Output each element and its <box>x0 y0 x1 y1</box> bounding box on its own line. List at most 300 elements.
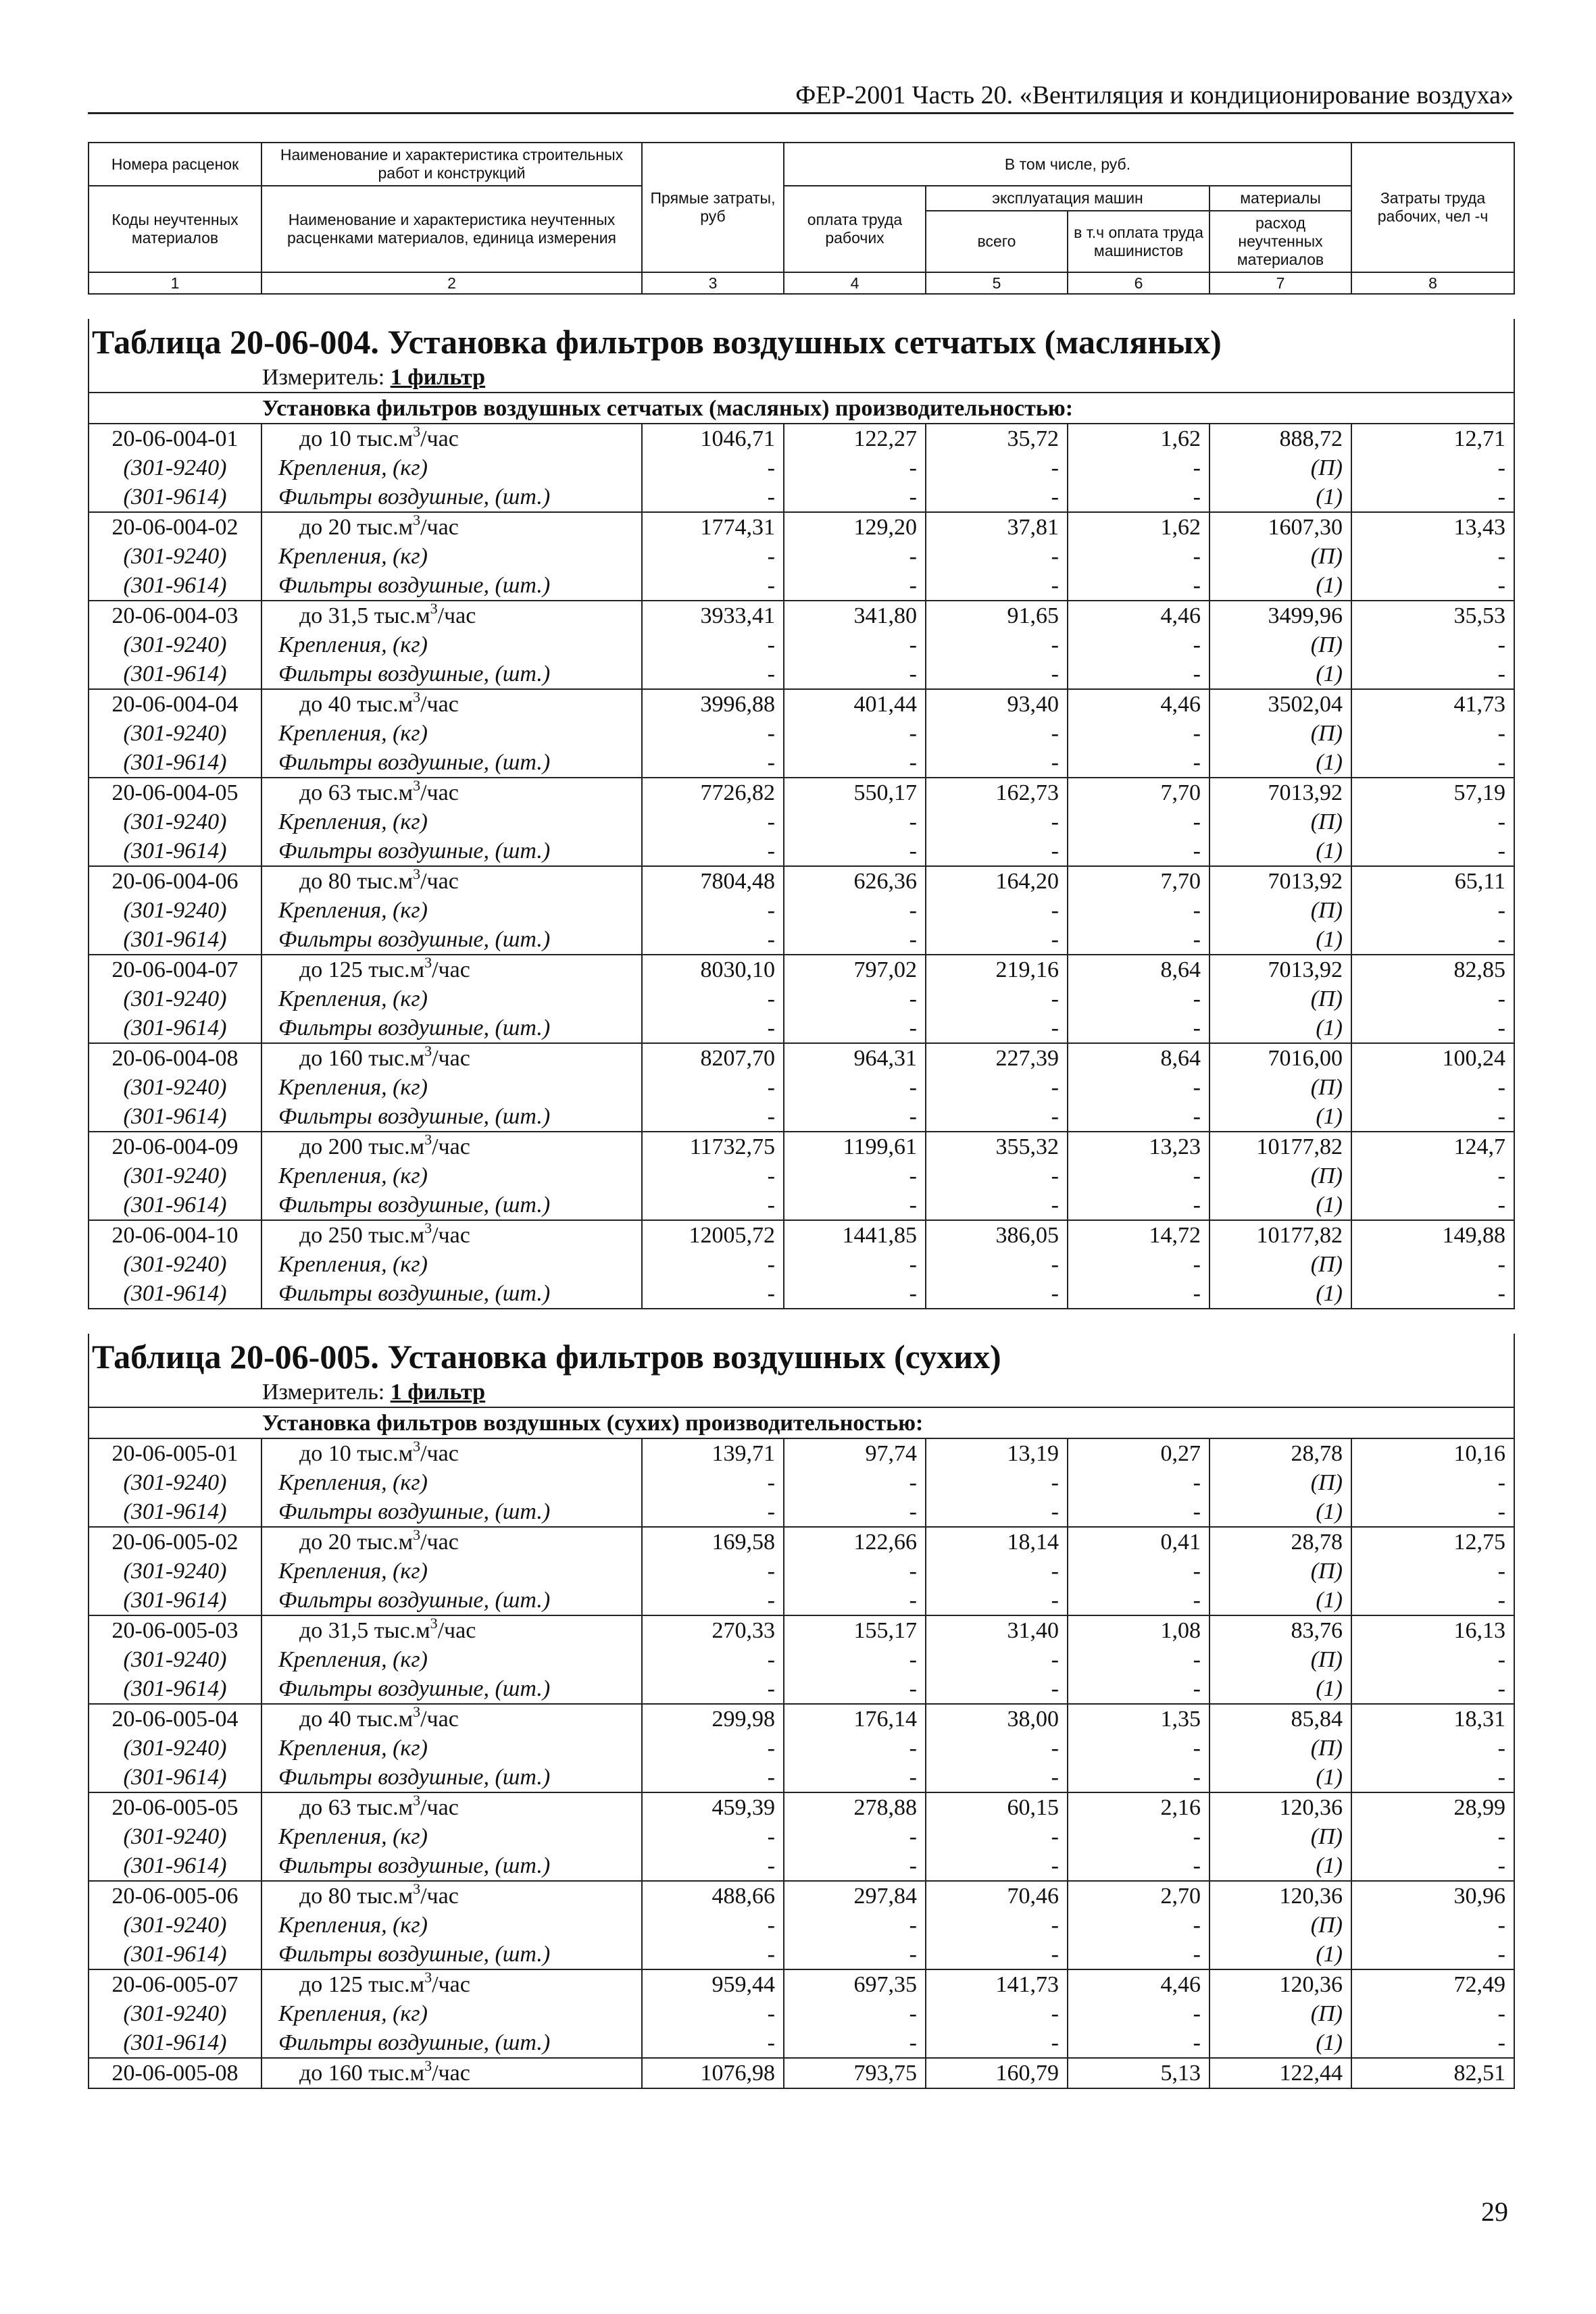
work-name-text: до 200 тыс.м <box>299 1134 425 1159</box>
material-mark: (1) <box>1210 836 1351 866</box>
machines-total: 60,15 <box>926 1792 1068 1822</box>
material-row <box>89 719 1514 748</box>
header-row-2 <box>89 186 1514 211</box>
material-code: (301-9614) <box>89 925 261 955</box>
empty-value: - <box>642 571 784 601</box>
empty-value: - <box>1068 1250 1210 1279</box>
empty-value: - <box>926 1557 1068 1586</box>
price-code: 20-06-004-03 <box>89 601 261 630</box>
empty-value: - <box>1351 1190 1514 1220</box>
material-mark: (1) <box>1210 2028 1351 2058</box>
empty-value: - <box>1068 925 1210 955</box>
labor-hours: 30,96 <box>1351 1881 1514 1911</box>
empty-value: - <box>1351 659 1514 689</box>
material-mark: (П) <box>1210 1999 1351 2028</box>
material-mark: (П) <box>1210 453 1351 482</box>
direct-costs: 488,66 <box>642 1881 784 1911</box>
work-name <box>261 955 642 984</box>
empty-value: - <box>642 1161 784 1190</box>
empty-value: - <box>926 542 1068 571</box>
material-code: (301-9240) <box>89 896 261 925</box>
empty-value: - <box>1351 2028 1514 2058</box>
material-mark: (П) <box>1210 1250 1351 1279</box>
table-row <box>89 866 1514 896</box>
material-name: Крепления, (кг) <box>261 1250 642 1279</box>
column-number-row <box>89 272 1514 294</box>
material-code: (301-9240) <box>89 630 261 659</box>
machines-total: 355,32 <box>926 1132 1068 1161</box>
work-unit: /час <box>437 603 476 628</box>
empty-value: - <box>1068 1822 1210 1851</box>
price-code: 20-06-004-06 <box>89 866 261 896</box>
empty-value: - <box>926 571 1068 601</box>
machines-total: 160,79 <box>926 2058 1068 2088</box>
section-subtitle: Установка фильтров воздушных (сухих) производительностью: <box>89 1407 1514 1438</box>
operators-pay: 13,23 <box>1068 1132 1210 1161</box>
table-row <box>89 1132 1514 1161</box>
material-mark: (П) <box>1210 1557 1351 1586</box>
materials-cost: 888,72 <box>1210 424 1351 453</box>
labor-hours: 124,7 <box>1351 1132 1514 1161</box>
machines-total: 18,14 <box>926 1527 1068 1557</box>
empty-value: - <box>642 1190 784 1220</box>
superscript: 3 <box>413 778 421 794</box>
labor-pay: 97,74 <box>784 1438 926 1468</box>
material-row <box>89 925 1514 955</box>
material-mark: (П) <box>1210 1734 1351 1763</box>
empty-value: - <box>926 630 1068 659</box>
superscript: 3 <box>413 512 421 528</box>
material-code: (301-9614) <box>89 1586 261 1615</box>
operators-pay: 7,70 <box>1068 778 1210 807</box>
materials-cost: 7013,92 <box>1210 866 1351 896</box>
empty-value: - <box>926 1250 1068 1279</box>
empty-value: - <box>784 1073 926 1102</box>
material-mark: (1) <box>1210 925 1351 955</box>
empty-value: - <box>1351 1586 1514 1615</box>
direct-costs: 1076,98 <box>642 2058 784 2088</box>
empty-value: - <box>926 1161 1068 1190</box>
material-mark: (1) <box>1210 571 1351 601</box>
labor-pay: 964,31 <box>784 1043 926 1073</box>
empty-value: - <box>784 1586 926 1615</box>
header-direct-costs: Прямые затраты, руб <box>642 143 784 272</box>
materials-cost: 3499,96 <box>1210 601 1351 630</box>
table-row <box>89 1792 1514 1822</box>
material-code: (301-9614) <box>89 748 261 778</box>
material-code: (301-9240) <box>89 1911 261 1940</box>
table-caption: Таблица 20-06-005. Установка фильтров воздушных (сухих) <box>89 1334 1514 1377</box>
material-row <box>89 1734 1514 1763</box>
material-mark: (1) <box>1210 1013 1351 1043</box>
work-name <box>261 1881 642 1911</box>
work-name-text: до 31,5 тыс.м <box>299 603 430 628</box>
empty-value: - <box>1351 1940 1514 1969</box>
material-name: Фильтры воздушные, (шт.) <box>261 1763 642 1792</box>
price-code: 20-06-005-01 <box>89 1438 261 1468</box>
material-name: Фильтры воздушные, (шт.) <box>261 482 642 512</box>
material-code: (301-9240) <box>89 1250 261 1279</box>
material-code: (301-9614) <box>89 1190 261 1220</box>
column-number: 7 <box>1210 272 1351 294</box>
work-name <box>261 1132 642 1161</box>
empty-value: - <box>1068 836 1210 866</box>
empty-value: - <box>642 1586 784 1615</box>
table-row <box>89 1881 1514 1911</box>
empty-value: - <box>1351 482 1514 512</box>
empty-value: - <box>1068 748 1210 778</box>
empty-value: - <box>1068 719 1210 748</box>
empty-value: - <box>926 1586 1068 1615</box>
empty-value: - <box>642 2028 784 2058</box>
empty-value: - <box>784 1497 926 1527</box>
operators-pay: 1,62 <box>1068 424 1210 453</box>
material-name: Крепления, (кг) <box>261 719 642 748</box>
empty-value: - <box>784 571 926 601</box>
empty-value: - <box>926 1911 1068 1940</box>
work-unit: /час <box>420 426 459 451</box>
empty-value: - <box>926 1013 1068 1043</box>
table-caption-row <box>89 1334 1514 1377</box>
price-code: 20-06-005-02 <box>89 1527 261 1557</box>
material-code: (301-9614) <box>89 1497 261 1527</box>
material-code: (301-9240) <box>89 1645 261 1674</box>
labor-pay: 797,02 <box>784 955 926 984</box>
empty-value: - <box>1351 1763 1514 1792</box>
labor-pay: 122,27 <box>784 424 926 453</box>
labor-hours: 18,31 <box>1351 1704 1514 1734</box>
material-code: (301-9240) <box>89 453 261 482</box>
labor-hours: 82,51 <box>1351 2058 1514 2088</box>
column-number: 1 <box>89 272 261 294</box>
material-mark: (1) <box>1210 1279 1351 1309</box>
labor-pay: 297,84 <box>784 1881 926 1911</box>
labor-pay: 155,17 <box>784 1615 926 1645</box>
work-unit: /час <box>432 1134 470 1159</box>
header-materials-consumption: расход неучтенных материалов <box>1210 211 1351 272</box>
empty-value: - <box>642 1557 784 1586</box>
table-row <box>89 601 1514 630</box>
material-name: Крепления, (кг) <box>261 1645 642 1674</box>
empty-value: - <box>642 659 784 689</box>
empty-value: - <box>1351 542 1514 571</box>
work-unit: /час <box>420 1441 459 1466</box>
superscript: 3 <box>413 424 421 440</box>
material-row <box>89 984 1514 1013</box>
material-row <box>89 1102 1514 1132</box>
empty-value: - <box>642 719 784 748</box>
work-name <box>261 1969 642 1999</box>
empty-value: - <box>926 1073 1068 1102</box>
labor-hours: 82,85 <box>1351 955 1514 984</box>
material-code: (301-9614) <box>89 659 261 689</box>
empty-value: - <box>784 1999 926 2028</box>
material-name: Крепления, (кг) <box>261 1073 642 1102</box>
empty-value: - <box>1351 1013 1514 1043</box>
empty-value: - <box>784 1190 926 1220</box>
empty-value: - <box>1351 925 1514 955</box>
material-mark: (П) <box>1210 1161 1351 1190</box>
material-name: Крепления, (кг) <box>261 1468 642 1497</box>
work-name-text: до 31,5 тыс.м <box>299 1618 430 1643</box>
empty-value: - <box>784 1645 926 1674</box>
superscript: 3 <box>424 955 432 971</box>
material-name: Крепления, (кг) <box>261 896 642 925</box>
empty-value: - <box>926 748 1068 778</box>
header-materials: материалы <box>1210 186 1351 211</box>
labor-pay: 1441,85 <box>784 1220 926 1250</box>
labor-pay: 550,17 <box>784 778 926 807</box>
material-name: Фильтры воздушные, (шт.) <box>261 1940 642 1969</box>
work-unit: /час <box>437 1618 476 1643</box>
empty-value: - <box>784 482 926 512</box>
price-code: 20-06-005-03 <box>89 1615 261 1645</box>
price-code: 20-06-004-01 <box>89 424 261 453</box>
work-name-text: до 40 тыс.м <box>299 1707 414 1732</box>
empty-value: - <box>926 659 1068 689</box>
empty-value: - <box>642 1851 784 1881</box>
empty-value: - <box>642 453 784 482</box>
labor-pay: 401,44 <box>784 689 926 719</box>
empty-value: - <box>1068 1279 1210 1309</box>
table-row <box>89 2058 1514 2088</box>
empty-value: - <box>1351 719 1514 748</box>
empty-value: - <box>784 542 926 571</box>
empty-value: - <box>1351 1073 1514 1102</box>
material-row <box>89 1013 1514 1043</box>
empty-value: - <box>784 1911 926 1940</box>
material-code: (301-9240) <box>89 542 261 571</box>
column-number: 5 <box>926 272 1068 294</box>
empty-value: - <box>784 659 926 689</box>
empty-value: - <box>1068 1734 1210 1763</box>
empty-value: - <box>1068 1102 1210 1132</box>
meter-label: Измеритель: <box>262 1380 391 1405</box>
material-row <box>89 1250 1514 1279</box>
work-unit: /час <box>420 869 459 894</box>
labor-hours: 100,24 <box>1351 1043 1514 1073</box>
empty-value: - <box>926 1851 1068 1881</box>
superscript: 3 <box>424 2058 432 2074</box>
table-row <box>89 955 1514 984</box>
empty-value: - <box>642 836 784 866</box>
empty-value: - <box>1068 571 1210 601</box>
empty-value: - <box>642 807 784 836</box>
meter-value: 1 фильтр <box>390 1380 486 1405</box>
empty-value: - <box>926 896 1068 925</box>
empty-value: - <box>1351 453 1514 482</box>
material-row <box>89 542 1514 571</box>
materials-cost: 83,76 <box>1210 1615 1351 1645</box>
empty-value: - <box>784 748 926 778</box>
superscript: 3 <box>413 1527 421 1543</box>
work-name <box>261 1792 642 1822</box>
work-name <box>261 1704 642 1734</box>
labor-pay: 1199,61 <box>784 1132 926 1161</box>
empty-value: - <box>642 482 784 512</box>
material-mark: (1) <box>1210 1851 1351 1881</box>
header-row-1 <box>89 143 1514 186</box>
direct-costs: 7726,82 <box>642 778 784 807</box>
material-code: (301-9240) <box>89 1822 261 1851</box>
empty-value: - <box>1068 1468 1210 1497</box>
materials-cost: 120,36 <box>1210 1792 1351 1822</box>
material-name: Крепления, (кг) <box>261 1161 642 1190</box>
material-name: Фильтры воздушные, (шт.) <box>261 925 642 955</box>
section-subtitle-row <box>89 393 1514 424</box>
empty-value: - <box>1351 748 1514 778</box>
direct-costs: 3933,41 <box>642 601 784 630</box>
material-name: Фильтры воздушные, (шт.) <box>261 1013 642 1043</box>
empty-value: - <box>926 1763 1068 1792</box>
material-name: Фильтры воздушные, (шт.) <box>261 2028 642 2058</box>
header-rule <box>88 112 1514 114</box>
labor-pay: 626,36 <box>784 866 926 896</box>
labor-hours: 149,88 <box>1351 1220 1514 1250</box>
empty-value: - <box>642 542 784 571</box>
labor-hours: 72,49 <box>1351 1969 1514 1999</box>
price-code: 20-06-005-07 <box>89 1969 261 1999</box>
material-code: (301-9614) <box>89 2028 261 2058</box>
superscript: 3 <box>424 1220 432 1236</box>
empty-value: - <box>784 1102 926 1132</box>
machines-total: 70,46 <box>926 1881 1068 1911</box>
empty-value: - <box>1351 836 1514 866</box>
material-mark: (П) <box>1210 1645 1351 1674</box>
price-table-body <box>89 143 1514 2088</box>
superscript: 3 <box>424 1043 432 1059</box>
empty-value: - <box>1068 896 1210 925</box>
material-code: (301-9240) <box>89 1161 261 1190</box>
section-subtitle: Установка фильтров воздушных сетчатых (масляных) производительностью: <box>89 393 1514 424</box>
empty-value: - <box>1351 807 1514 836</box>
materials-cost: 120,36 <box>1210 1969 1351 1999</box>
empty-value: - <box>784 1161 926 1190</box>
materials-cost: 122,44 <box>1210 2058 1351 2088</box>
empty-value: - <box>1351 1557 1514 1586</box>
material-row <box>89 630 1514 659</box>
empty-value: - <box>642 1940 784 1969</box>
labor-pay: 176,14 <box>784 1704 926 1734</box>
empty-value: - <box>642 1497 784 1527</box>
work-unit: /час <box>432 957 470 982</box>
work-name-text: до 160 тыс.м <box>299 1046 425 1071</box>
direct-costs: 959,44 <box>642 1969 784 1999</box>
materials-cost: 10177,82 <box>1210 1132 1351 1161</box>
materials-cost: 7016,00 <box>1210 1043 1351 1073</box>
table-caption: Таблица 20-06-004. Установка фильтров воздушных сетчатых (масляных) <box>89 319 1514 362</box>
operators-pay: 1,35 <box>1068 1704 1210 1734</box>
work-name-text: до 80 тыс.м <box>299 869 414 894</box>
work-unit: /час <box>420 1884 459 1909</box>
material-row <box>89 1911 1514 1940</box>
empty-value: - <box>1351 1851 1514 1881</box>
machines-total: 162,73 <box>926 778 1068 807</box>
material-code: (301-9614) <box>89 482 261 512</box>
material-code: (301-9240) <box>89 1557 261 1586</box>
material-mark: (П) <box>1210 542 1351 571</box>
empty-value: - <box>642 1734 784 1763</box>
empty-value: - <box>1068 1586 1210 1615</box>
material-name: Крепления, (кг) <box>261 630 642 659</box>
empty-value: - <box>784 2028 926 2058</box>
empty-value: - <box>1351 1734 1514 1763</box>
material-mark: (1) <box>1210 659 1351 689</box>
price-code: 20-06-004-04 <box>89 689 261 719</box>
direct-costs: 139,71 <box>642 1438 784 1468</box>
direct-costs: 8030,10 <box>642 955 784 984</box>
operators-pay: 4,46 <box>1068 1969 1210 1999</box>
labor-pay: 122,66 <box>784 1527 926 1557</box>
empty-value: - <box>642 748 784 778</box>
operators-pay: 1,08 <box>1068 1615 1210 1645</box>
empty-value: - <box>1351 1674 1514 1704</box>
operators-pay: 2,70 <box>1068 1881 1210 1911</box>
empty-value: - <box>1068 1013 1210 1043</box>
labor-pay: 341,80 <box>784 601 926 630</box>
work-name-text: до 20 тыс.м <box>299 515 414 540</box>
empty-value: - <box>926 984 1068 1013</box>
empty-value: - <box>784 1763 926 1792</box>
empty-value: - <box>926 1190 1068 1220</box>
empty-value: - <box>642 1279 784 1309</box>
material-mark: (П) <box>1210 984 1351 1013</box>
price-code: 20-06-004-07 <box>89 955 261 984</box>
empty-value: - <box>784 630 926 659</box>
material-name: Фильтры воздушные, (шт.) <box>261 836 642 866</box>
materials-cost: 10177,82 <box>1210 1220 1351 1250</box>
material-row <box>89 1497 1514 1527</box>
material-mark: (П) <box>1210 1911 1351 1940</box>
column-number: 6 <box>1068 272 1210 294</box>
material-name: Крепления, (кг) <box>261 1557 642 1586</box>
empty-value: - <box>926 1497 1068 1527</box>
empty-value: - <box>642 630 784 659</box>
work-unit: /час <box>420 1530 459 1555</box>
direct-costs: 459,39 <box>642 1792 784 1822</box>
work-unit: /час <box>432 2061 470 2086</box>
labor-hours: 35,53 <box>1351 601 1514 630</box>
work-name-text: до 160 тыс.м <box>299 2061 425 2086</box>
operators-pay: 14,72 <box>1068 1220 1210 1250</box>
empty-value: - <box>1351 1102 1514 1132</box>
empty-value: - <box>1351 1279 1514 1309</box>
empty-value: - <box>1068 1911 1210 1940</box>
work-name <box>261 778 642 807</box>
material-code: (301-9614) <box>89 1279 261 1309</box>
material-name: Фильтры воздушные, (шт.) <box>261 1674 642 1704</box>
material-row <box>89 1999 1514 2028</box>
material-name: Крепления, (кг) <box>261 807 642 836</box>
machines-total: 31,40 <box>926 1615 1068 1645</box>
material-mark: (1) <box>1210 1586 1351 1615</box>
material-row <box>89 1557 1514 1586</box>
material-code: (301-9240) <box>89 1734 261 1763</box>
empty-value: - <box>1351 1161 1514 1190</box>
direct-costs: 169,58 <box>642 1527 784 1557</box>
empty-value: - <box>784 1013 926 1043</box>
empty-value: - <box>1068 482 1210 512</box>
material-name: Крепления, (кг) <box>261 1734 642 1763</box>
empty-value: - <box>642 1102 784 1132</box>
header-price-numbers: Номера расценок <box>89 143 261 186</box>
header-material-name: Наименование и характеристика неучтенных расценками материалов, единица измерения <box>261 186 642 272</box>
section-spacer <box>89 1309 1514 1334</box>
material-name: Крепления, (кг) <box>261 453 642 482</box>
empty-value: - <box>784 719 926 748</box>
machines-total: 35,72 <box>926 424 1068 453</box>
work-name <box>261 1615 642 1645</box>
